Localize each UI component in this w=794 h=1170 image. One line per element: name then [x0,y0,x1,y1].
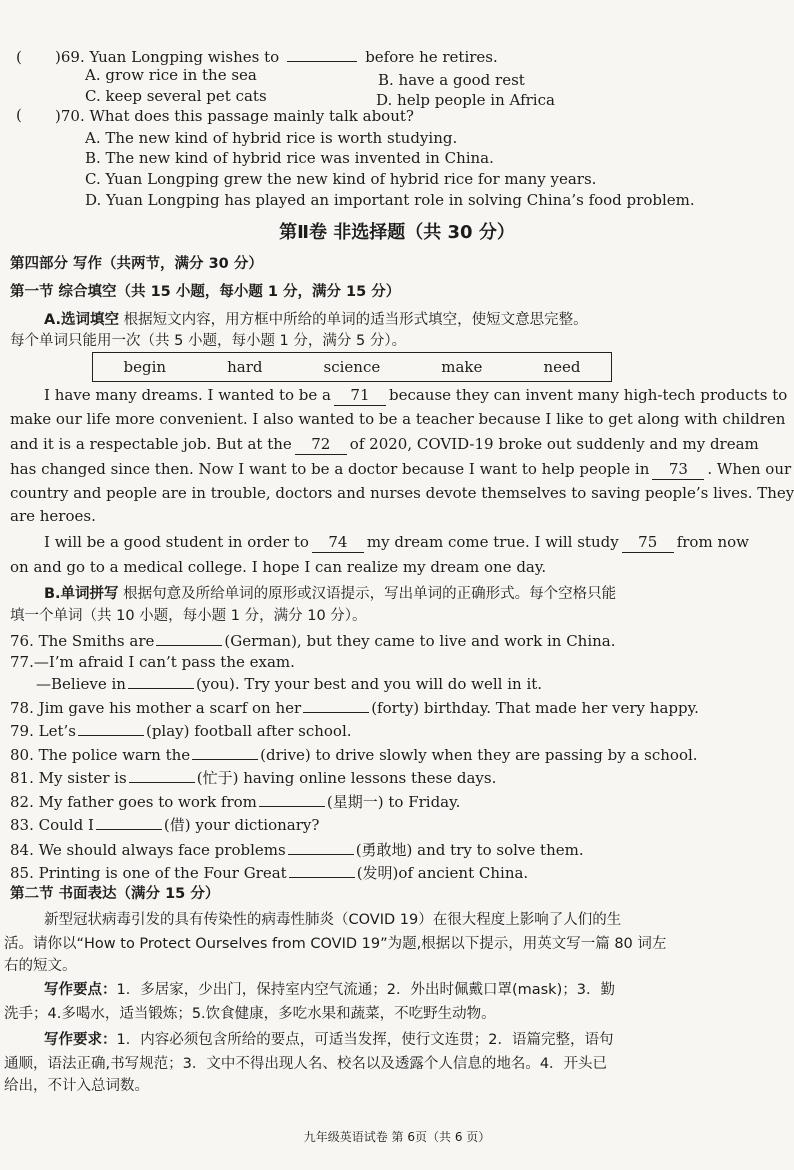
word-box [92,352,612,382]
q70-option-a: A. The new kind of hybrid rice is worth studying. [85,129,458,147]
writing-prompt-1: 新型冠状病毒引发的具有传染性的病毒性肺炎（COVID 19）在很大程度上影响了人们的生 [44,912,622,928]
q70-stem: )70. What does this passage mainly talk about? [55,107,414,125]
q83: 83. Could I (借) your dictionary? [10,816,320,834]
writing-requirements-1: 写作要求：1．内容必须包含所给的要点，可适当发挥，使行文连贯；2．语篇完整，语句 [44,1032,614,1048]
word-hard: hard [227,358,263,376]
q76: 76. The Smiths are (German), but they came to live and work in China. [10,632,616,650]
section-title: 第Ⅱ卷 非选择题（共 30 分） [279,222,515,243]
blank-75: 75 [622,532,674,553]
part4-title: 第四部分 写作（共两节，满分 30 分） [10,256,263,272]
q84: 84. We should always face problems (勇敢地) and try to solve them. [10,841,584,859]
q77-line-1: 77.—I’m afraid I can’t pass the exam. [10,653,295,671]
q79: 79. Let’s (play) football after school. [10,722,352,740]
q70-paren: ( [16,106,22,124]
q80: 80. The police warn the (drive) to drive slowly when they are passing by a school. [10,746,698,764]
blank-73: 73 [652,459,704,480]
writing-prompt-3: 右的短文。 [4,958,77,974]
writing-requirements-3: 给出，不计入总词数。 [4,1078,149,1094]
q69-option-d: D. help people in Africa [376,91,555,109]
q69-blank [287,61,357,62]
q85: 85. Printing is one of the Four Great (发明)of ancient China. [10,864,529,882]
word-make: make [441,358,483,376]
writing-prompt-2: 活。请你以“How to Protect Ourselves from COVID 19”为题,根据以下提示，用英文写一篇 80 词左 [4,936,667,952]
sec2-title: 第二节 书面表达（满分 15 分） [10,886,220,902]
part-a-instruction-2: 每个单词只能用一次（共 5 小题，每小题 1 分，满分 5 分）。 [10,333,407,349]
passage-line-6: are heroes. [10,507,96,525]
q70-option-d: D. Yuan Longping has played an important role in solving China’s food problem. [85,191,695,209]
part-b-instruction-2: 填一个单词（共 10 小题，每小题 1 分，满分 10 分）。 [10,608,367,624]
part-a-instruction: A.选词填空 根据短文内容，用方框中所给的单词的适当形式填空，使短文意思完整。 [44,312,588,328]
q69-option-b: B. have a good rest [378,71,525,89]
q81: 81. My sister is (忙于) having online lessons these days. [10,769,497,787]
passage-line-3: and it is a respectable job. But at the 72 of 2020, COVID-19 broke out suddenly and my dream [10,435,759,453]
writing-requirements-2: 通顺，语法正确,书写规范；3．文中不得出现人名、校名以及透露个人信息的地名。4．开头已 [4,1056,608,1072]
word-begin: begin [123,358,167,376]
passage-line-4: has changed since then. Now I want to be a doctor because I want to help people in 73 . When our [10,460,792,478]
blank-72: 72 [295,434,347,455]
passage-line-2: make our life more convenient. I also wanted to be a teacher because I like to get along with children [10,410,786,428]
q78: 78. Jim gave his mother a scarf on her (forty) birthday. That made her very happy. [10,699,699,717]
q77-line-2: —Believe in (you). Try your best and you will do well in it. [36,675,543,693]
blank-74: 74 [312,532,364,553]
q82: 82. My father goes to work from (星期一) to Friday. [10,793,461,811]
passage-line-8: on and go to a medical college. I hope I can realize my dream one day. [10,558,547,576]
blank-71: 71 [334,385,386,406]
page-footer: 九年级英语试卷 第 6页（共 6 页） [303,1130,491,1144]
q69-paren: ( [16,48,22,66]
q69-option-c: C. keep several pet cats [85,87,267,105]
word-science: science [323,358,381,376]
q70-option-b: B. The new kind of hybrid rice was invented in China. [85,149,494,167]
writing-points-2: 洗手；4.多喝水，适当锻炼；5.饮食健康，多吃水果和蔬菜，不吃野生动物。 [4,1006,496,1022]
writing-points-1: 写作要点：1．多居家，少出门，保持室内空气流通；2．外出时佩戴口罩(mask)；3．勤 [44,982,615,998]
passage-line-1: I have many dreams. I wanted to be a 71 because they can invent many high-tech products to [44,386,788,404]
sec1-title: 第一节 综合填空（共 15 小题，每小题 1 分，满分 15 分） [10,284,401,300]
word-need: need [543,358,581,376]
q69-stem: )69. Yuan Longping wishes to before he retires. [55,48,498,66]
q69-option-a: A. grow rice in the sea [85,66,257,84]
passage-line-5: country and people are in trouble, doctors and nurses devote themselves to saving people’s lives. They [10,484,794,502]
passage-line-7: I will be a good student in order to 74 my dream come true. I will study 75 from now [44,533,749,551]
part-b-instruction: B.单词拼写 根据句意及所给单词的原形或汉语提示，写出单词的正确形式。每个空格只能 [44,586,617,602]
q70-option-c: C. Yuan Longping grew the new kind of hybrid rice for many years. [85,170,597,188]
